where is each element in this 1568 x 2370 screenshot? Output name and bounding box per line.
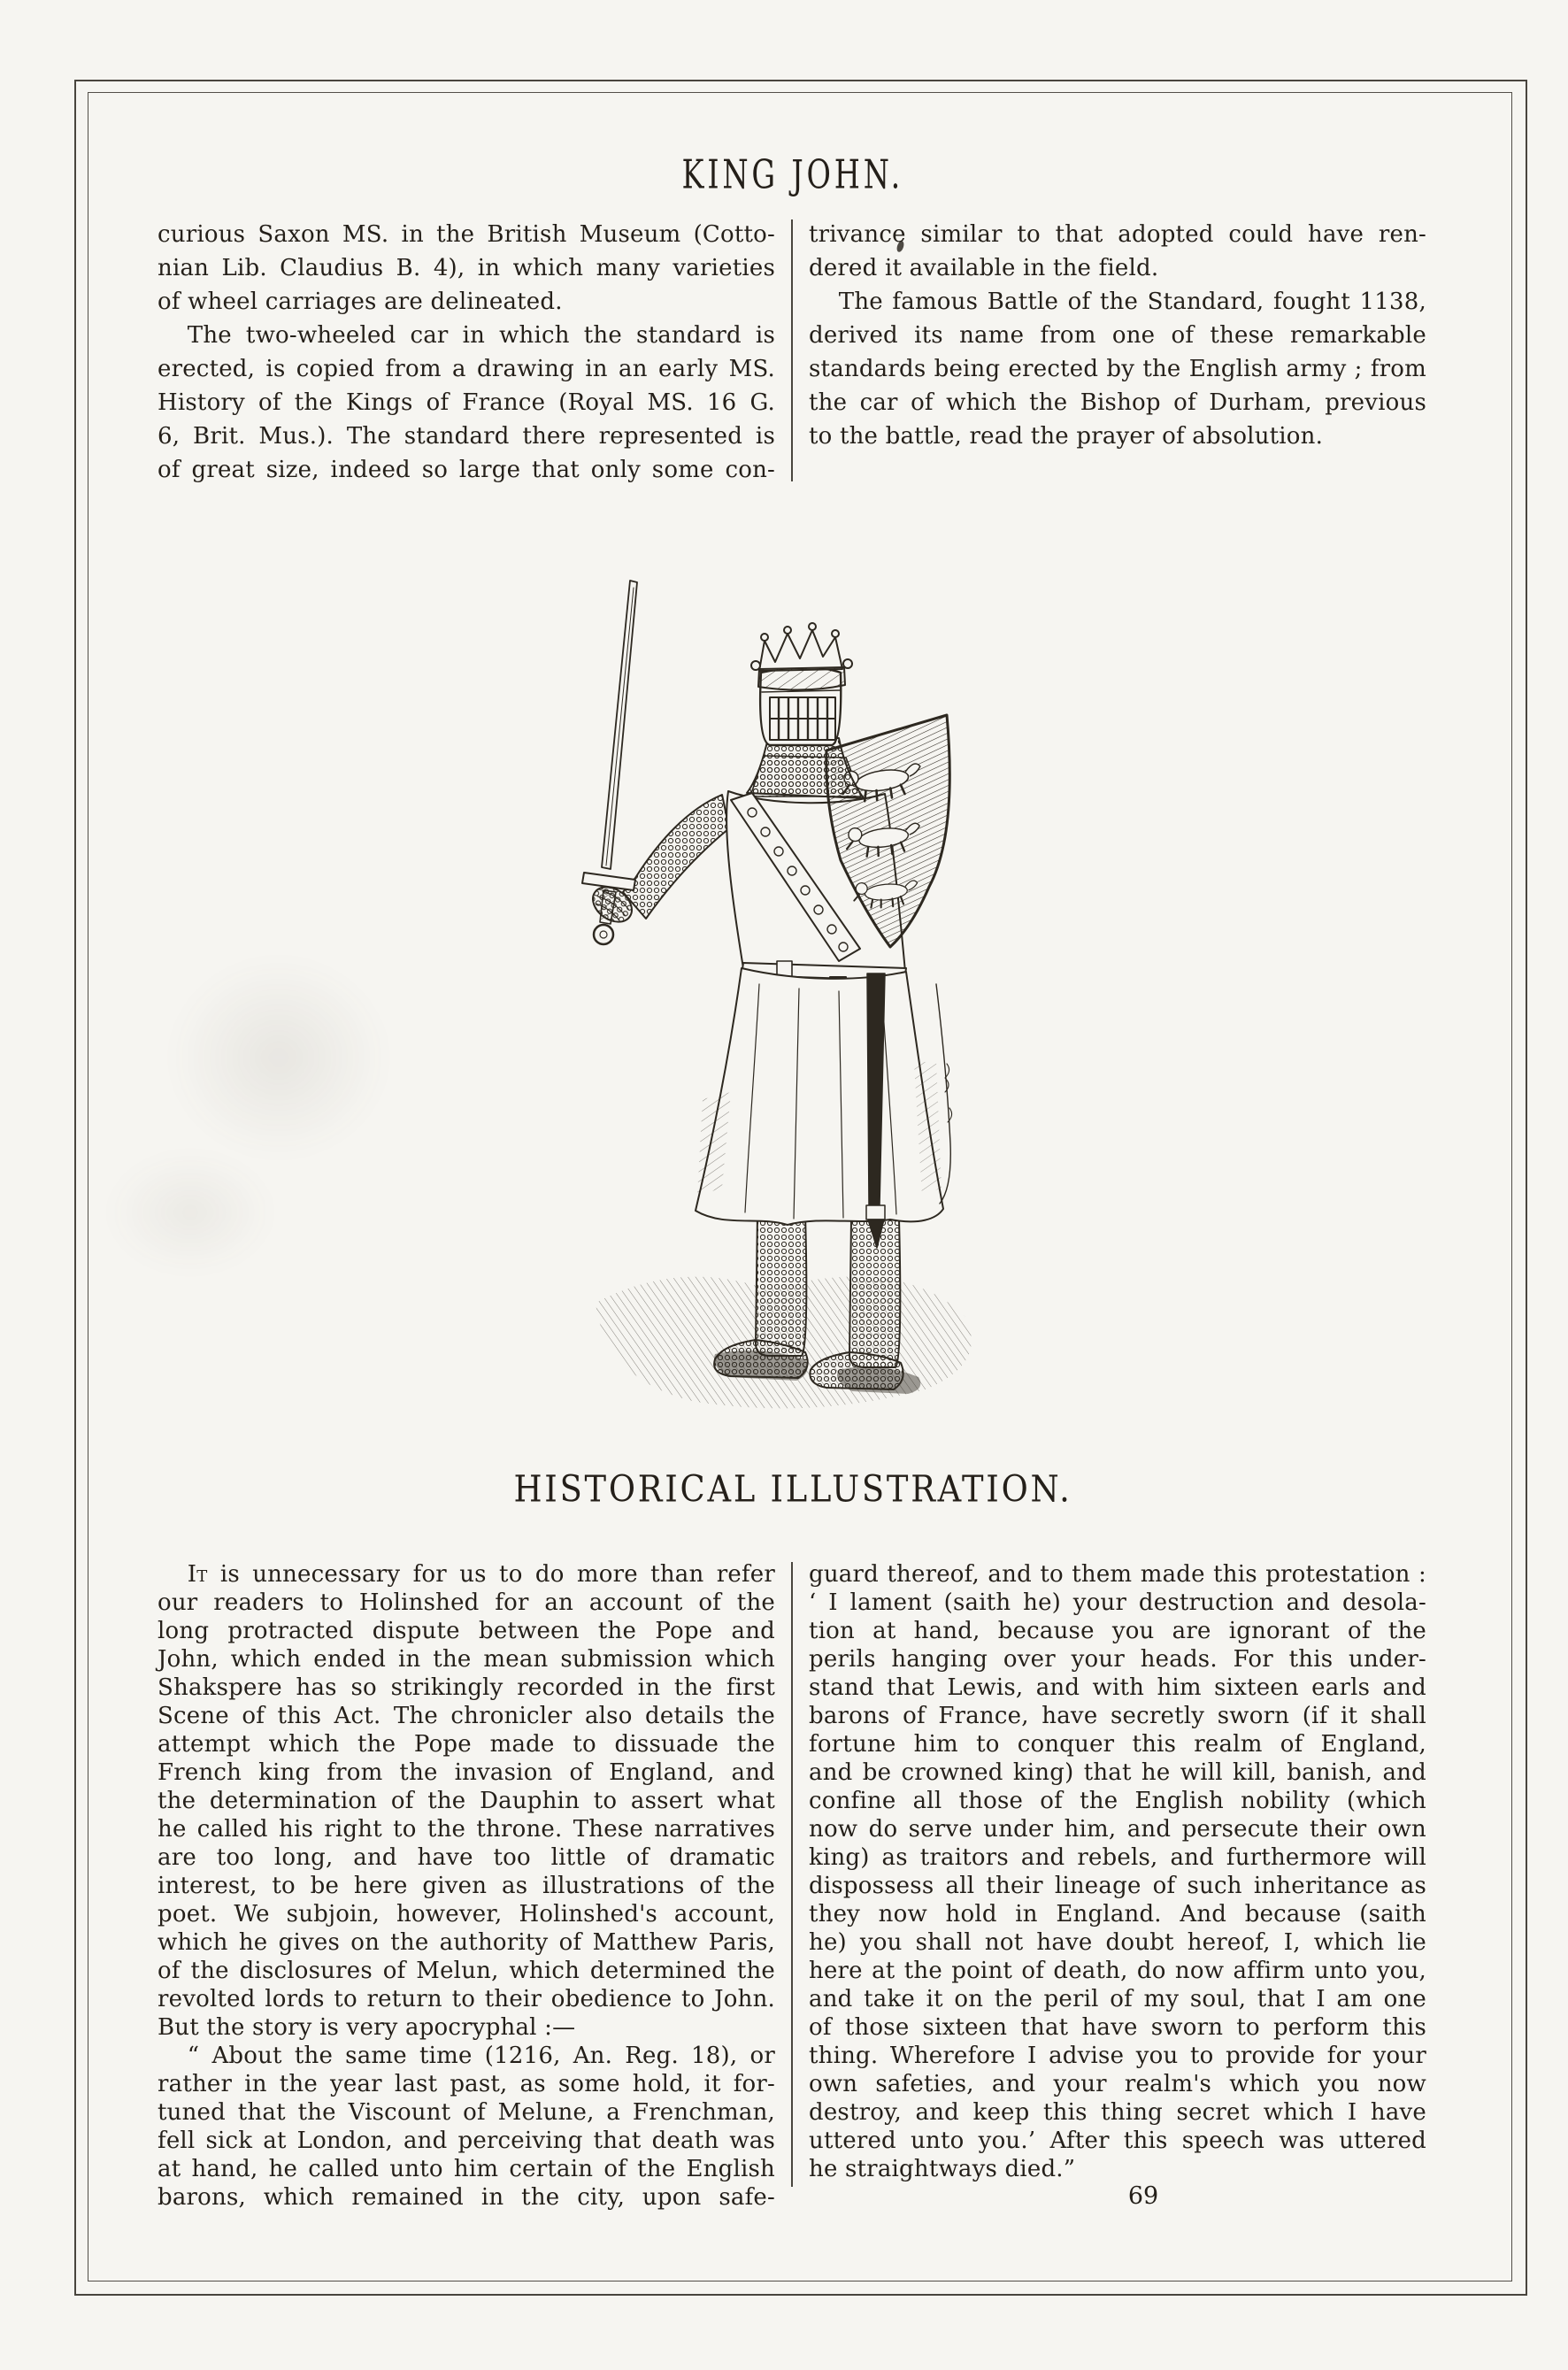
- text-line: The two-wheeled car in which the standard is: [187, 322, 775, 349]
- text-line: French king from the invasion of England, and: [158, 1759, 775, 1786]
- text-line: are too long, and have too little of dramatic: [158, 1844, 775, 1871]
- text-line: of great size, indeed so large that only some con-: [158, 457, 775, 483]
- text-line: erected, is copied from a drawing in an early MS.: [158, 356, 775, 382]
- text-line: barons of France, have secretly sworn (if it shall: [809, 1703, 1426, 1729]
- text-line: our readers to Holinshed for an account of the: [158, 1589, 775, 1616]
- text-line: Shakspere has so strikingly recorded in the first: [158, 1674, 775, 1701]
- scabbard: [866, 973, 885, 1248]
- text-line: fortune him to conquer this realm of England,: [809, 1731, 1426, 1758]
- section-heading: HISTORICAL ILLUSTRATION.: [513, 1468, 1072, 1511]
- bottom-text-section: [158, 1560, 1428, 2212]
- text-line: own safeties, and your realm's which you now: [809, 2071, 1426, 2097]
- text-line: to the battle, read the prayer of absolution.: [809, 423, 1324, 450]
- text-line: perils hanging over your heads. For this under-: [809, 1646, 1426, 1673]
- text-line: poet. We subjoin, however, Holinshed's account,: [158, 1901, 775, 1928]
- page-number: 69: [1127, 2182, 1159, 2210]
- text-line: tuned that the Viscount of Melune, a Frenchman,: [158, 2099, 775, 2126]
- text-line: uttered unto you.’ After this speech was uttered: [809, 2128, 1426, 2154]
- text-line: Scene of this Act. The chronicler also details the: [158, 1703, 775, 1729]
- text-line: trivance similar to that adopted could have ren-: [809, 221, 1426, 248]
- text-line: But the story is very apocryphal :—: [158, 2014, 576, 2041]
- text-line: confine all those of the English nobility (which: [809, 1788, 1426, 1814]
- text-line: long protracted dispute between the Pope and: [158, 1618, 775, 1644]
- text-line: 6, Brit. Mus.). The standard there represented is: [158, 423, 775, 450]
- column-rule: [791, 219, 793, 481]
- crown: [751, 623, 852, 690]
- text-line: here at the point of death, do now affirm unto you,: [809, 1958, 1426, 1984]
- text-line: and take it on the peril of my soul, that I am one: [809, 1986, 1426, 2012]
- text-line: he) you shall not have doubt hereof, I, which lie: [809, 1929, 1426, 1956]
- column-rule: [791, 1562, 793, 2187]
- text-line: It is unnecessary for us to do more than refer: [187, 1561, 775, 1588]
- text-line: fell sick at London, and perceiving that death was: [158, 2128, 775, 2154]
- text-line: “ About the same time (1216, An. Reg. 18), or: [187, 2043, 775, 2069]
- text-line: he called his right to the throne. These narratives: [158, 1816, 775, 1843]
- page-title: KING JOHN.: [681, 151, 904, 198]
- text-line: derived its name from one of these remarkable: [809, 322, 1426, 349]
- text-line: destroy, and keep this thing secret which I have: [809, 2099, 1426, 2126]
- text-line: dered it available in the field.: [809, 255, 1159, 281]
- text-line: dispossess all their lineage of such inheritance as: [809, 1873, 1426, 1899]
- text-line: interest, to be here given as illustrations of the: [158, 1873, 775, 1899]
- sword-arm: [623, 795, 729, 919]
- text-line: tion at hand, because you are ignorant of the: [809, 1618, 1426, 1644]
- text-line: they now hold in England. And because (saith: [809, 1901, 1426, 1928]
- text-line: he straightways died.”: [809, 2156, 1076, 2182]
- small-caps-word: It: [187, 1561, 208, 1588]
- text-line: curious Saxon MS. in the British Museum (Cotto-: [158, 221, 775, 248]
- text-line: now do serve under him, and persecute their own: [809, 1816, 1426, 1843]
- text-line: barons, which remained in the city, upon safe-: [158, 2184, 775, 2211]
- text-line: of the disclosures of Melun, which determined the: [158, 1958, 775, 1984]
- text-line: The famous Battle of the Standard, fought 1138,: [838, 289, 1426, 315]
- text-line: which he gives on the authority of Matthew Paris,: [158, 1929, 775, 1956]
- text-line: revolted lords to return to their obedience to John.: [158, 1986, 775, 2012]
- top-text-section: [158, 218, 1428, 487]
- surcoat-skirt: [696, 968, 952, 1225]
- text-line: standards being erected by the English army ; from: [809, 356, 1426, 382]
- text-line: of those sixteen that have sworn to perform this: [809, 2014, 1426, 2041]
- king-john-illustration: [547, 568, 1011, 1411]
- text-line: the car of which the Bishop of Durham, previous: [809, 389, 1426, 416]
- text-line: the determination of the Dauphin to assert what: [158, 1788, 775, 1814]
- text-line: ‘ I lament (saith he) your destruction and desola-: [809, 1589, 1426, 1616]
- text-line: History of the Kings of France (Royal MS. 16 G.: [158, 389, 775, 416]
- top-left-column: [158, 218, 775, 487]
- text-line: attempt which the Pope made to dissuade the: [158, 1731, 775, 1758]
- text-line: and be crowned king) that he will kill, banish, and: [809, 1759, 1426, 1786]
- text-line: nian Lib. Claudius B. 4), in which many varieties: [158, 255, 775, 281]
- text-line: thing. Wherefore I advise you to provide for your: [809, 2043, 1426, 2069]
- bottom-right-column: [809, 1560, 1426, 2183]
- text-line: at hand, he called unto him certain of the English: [158, 2156, 775, 2182]
- text-line: stand that Lewis, and with him sixteen earls and: [809, 1674, 1426, 1701]
- text-line: guard thereof, and to them made this protestation :: [809, 1561, 1426, 1588]
- text-line: king) as traitors and rebels, and furthermore will: [809, 1844, 1426, 1871]
- text-line: rather in the year last past, as some hold, it for-: [158, 2071, 775, 2097]
- top-right-column: [809, 218, 1426, 453]
- bottom-left-column: [158, 1560, 775, 2212]
- text-line: John, which ended in the mean submission which: [158, 1646, 775, 1673]
- text-line: of wheel carriages are delineated.: [158, 289, 563, 315]
